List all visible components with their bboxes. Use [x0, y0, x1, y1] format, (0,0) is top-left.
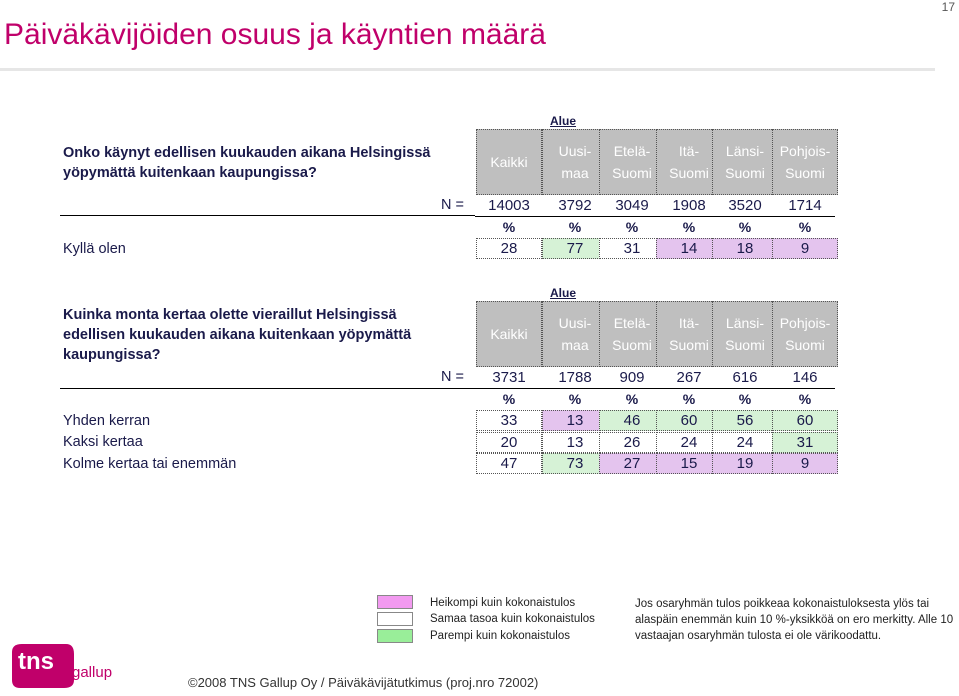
column-header: Uusi- maa — [542, 129, 608, 195]
logo-tns-text: tns — [18, 648, 54, 675]
n-value: 1714 — [788, 197, 822, 214]
q2-row-label: Kolme kertaa tai enemmän — [63, 456, 237, 472]
q2-question: Kuinka monta kertaa olette vieraillut Helsingissä edellisen kuukauden aikana kuitenkaan yöpymättä kaupungissa? — [63, 307, 412, 363]
percent-symbol: % — [798, 391, 812, 407]
n-value: 909 — [619, 369, 645, 386]
value-cell: 9 — [772, 238, 838, 259]
value-cell: 13 — [542, 432, 608, 453]
column-header: Itä- Suomi — [656, 301, 722, 367]
column-header: Etelä- Suomi — [599, 129, 665, 195]
n-value: 267 — [676, 369, 702, 386]
value-cell: 77 — [542, 238, 608, 259]
n-value: 3731 — [492, 369, 526, 386]
column-header: Pohjois- Suomi — [772, 301, 838, 367]
q1-question: Onko käynyt edellisen kuukauden aikana Helsingissä yöpymättä kuitenkaan kaupungissa? — [63, 145, 431, 181]
q1-underline — [60, 215, 475, 216]
value-cell: 14 — [656, 238, 722, 259]
value-cell: 73 — [542, 453, 608, 474]
percent-symbol: % — [738, 391, 752, 407]
n-value: 1908 — [672, 197, 706, 214]
column-header: Kaikki — [476, 129, 542, 195]
value-cell: 60 — [772, 410, 838, 431]
value-cell: 31 — [599, 238, 665, 259]
n-value: 3520 — [728, 197, 762, 214]
n-value: 14003 — [488, 197, 530, 214]
n-value: 3049 — [615, 197, 649, 214]
value-cell: 9 — [772, 453, 838, 474]
value-cell: 24 — [712, 432, 778, 453]
percent-symbol: % — [738, 219, 752, 235]
legend-swatch-better — [377, 629, 413, 643]
q1-row-label: Kyllä olen — [63, 241, 126, 257]
n-value: 146 — [792, 369, 818, 386]
percent-symbol: % — [682, 219, 696, 235]
page-number: 17 — [941, 0, 955, 14]
tns-gallup-logo — [10, 640, 120, 690]
column-header: Pohjois- Suomi — [772, 129, 838, 195]
value-cell: 56 — [712, 410, 778, 431]
q2-underline — [60, 388, 475, 389]
column-header: Uusi- maa — [542, 301, 608, 367]
value-cell: 47 — [476, 453, 542, 474]
title-divider — [0, 68, 935, 71]
percent-symbol: % — [682, 391, 696, 407]
value-cell: 31 — [772, 432, 838, 453]
value-cell: 24 — [656, 432, 722, 453]
value-cell: 18 — [712, 238, 778, 259]
column-header: Itä- Suomi — [656, 129, 722, 195]
legend-label-worse: Heikompi kuin kokonaistulos — [430, 597, 576, 609]
column-header: Kaikki — [476, 301, 542, 367]
legend-note: Jos osaryhmän tulos poikkeaa kokonaistuloksesta ylös tai alaspäin enemmän kuin 10 %-yksikköä on ero merkitty. Alle 10 vastaajan osaryhmän tulosta ei ole värikoodattu. — [635, 598, 954, 642]
q2-row-label: Yhden kerran — [63, 413, 151, 429]
page-title: Päiväkävijöiden osuus ja käyntien määrä — [4, 18, 546, 51]
q1-n-label: N = — [441, 197, 464, 213]
column-header: Etelä- Suomi — [599, 301, 665, 367]
n-value: 616 — [732, 369, 758, 386]
q2-row-label: Kaksi kertaa — [63, 434, 143, 450]
q2-n-label: N = — [441, 369, 464, 385]
value-cell: 33 — [476, 410, 542, 431]
legend-label-better: Parempi kuin kokonaistulos — [430, 630, 570, 642]
value-cell: 27 — [599, 453, 665, 474]
value-cell: 19 — [712, 453, 778, 474]
percent-symbol: % — [625, 391, 639, 407]
percent-symbol: % — [502, 219, 516, 235]
value-cell: 20 — [476, 432, 542, 453]
column-header: Länsi- Suomi — [712, 129, 778, 195]
column-header: Länsi- Suomi — [712, 301, 778, 367]
n-value: 1788 — [558, 369, 592, 386]
n-row-underline — [475, 388, 835, 389]
percent-symbol: % — [798, 219, 812, 235]
logo-gallup-text: gallup — [72, 664, 113, 681]
percent-symbol: % — [568, 219, 582, 235]
q2-alue-label: Alue — [550, 286, 577, 300]
legend-swatch-same — [377, 612, 413, 626]
value-cell: 15 — [656, 453, 722, 474]
n-row-underline — [475, 216, 835, 217]
legend-swatch-worse — [377, 595, 413, 609]
percent-symbol: % — [502, 391, 516, 407]
value-cell: 60 — [656, 410, 722, 431]
footer-copyright: ©2008 TNS Gallup Oy / Päiväkävijätutkimus (proj.nro 72002) — [188, 675, 539, 690]
q1-alue-label: Alue — [550, 114, 577, 128]
percent-symbol: % — [625, 219, 639, 235]
value-cell: 46 — [599, 410, 665, 431]
n-value: 3792 — [558, 197, 592, 214]
percent-symbol: % — [568, 391, 582, 407]
value-cell: 28 — [476, 238, 542, 259]
value-cell: 26 — [599, 432, 665, 453]
value-cell: 13 — [542, 410, 608, 431]
legend-label-same: Samaa tasoa kuin kokonaistulos — [430, 613, 595, 625]
